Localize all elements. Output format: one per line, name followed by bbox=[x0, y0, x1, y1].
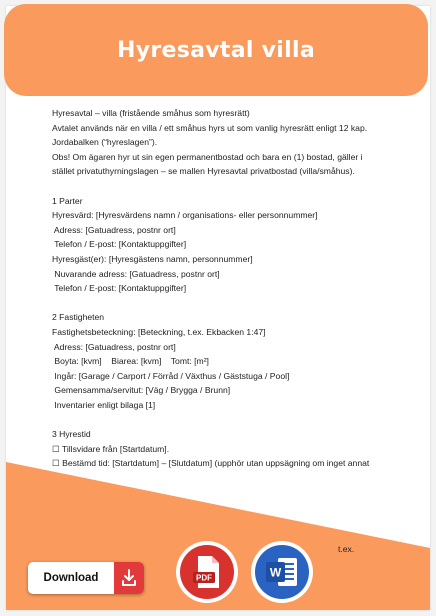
document-line: 1 Parter bbox=[52, 195, 83, 206]
document-line: Nuvarande adress: [Gatuadress, postnr ort] bbox=[52, 268, 220, 279]
document-line: Fastighetsbeteckning: [Beteckning, t.ex. Ekbacken 1:47] bbox=[52, 326, 266, 337]
document-line: Inventarier enligt bilaga [1] bbox=[52, 399, 156, 410]
document-line: Ingår: [Garage / Carport / Förråd / Växthus / Gäststuga / Pool] bbox=[52, 370, 290, 381]
document-line: Hyresvärd: [Hyresvärdens namn / organisations- eller personnummer] bbox=[52, 210, 318, 221]
document-line: Avtalet används när en villa / ett småhus hyrs ut som vanlig hyresrätt enligt 12 kap. bbox=[52, 122, 368, 133]
document-line: 2 Fastigheten bbox=[52, 312, 105, 323]
document-line: Hyresgäst(er): [Hyresgästens namn, personnummer] bbox=[52, 253, 253, 264]
word-icon-label: W bbox=[269, 565, 282, 580]
document-line: Telefon / E-post: [Kontaktuppgifter] bbox=[52, 283, 187, 294]
document-line: Telefon / E-post: [Kontaktuppgifter] bbox=[52, 239, 187, 250]
title-banner bbox=[4, 4, 428, 96]
document-line: ☐ Bestämd tid: [Startdatum] – [Slutdatum] (upphör utan uppsägning om inget annat bbox=[52, 458, 370, 469]
document-line: Adress: [Gatuadress, postnr ort] bbox=[52, 224, 176, 235]
download-button-label: Download bbox=[43, 572, 99, 584]
download-button[interactable] bbox=[28, 562, 144, 594]
document-partial-text: t.ex. bbox=[338, 544, 355, 554]
document-line: stället privatuthyrningslagen – se mallen Hyresavtal privatbostad (villa/småhus). bbox=[52, 166, 355, 177]
document-line: Boyta: [kvm] Biarea: [kvm] Tomt: [m²] bbox=[52, 356, 209, 367]
document-line: Adress: [Gatuadress, postnr ort] bbox=[52, 341, 176, 352]
document-line: Gemensamma/servitut: [Väg / Brygga / Brunn] bbox=[52, 385, 231, 396]
document-line: ☐ Tillsvidare från [Startdatum]. bbox=[52, 443, 170, 454]
document-line: Obs! Om ägaren hyr ut sin egen permanentbostad och bara en (1) bostad, gäller i bbox=[52, 151, 363, 162]
word-download-icon[interactable] bbox=[251, 541, 313, 603]
pdf-download-icon[interactable] bbox=[176, 541, 238, 603]
pdf-icon-label: PDF bbox=[196, 573, 212, 583]
download-icon bbox=[114, 562, 144, 594]
document-line: Jordabalken (“hyreslagen”). bbox=[52, 137, 158, 148]
document-line: Hyresavtal – villa (fristående småhus som hyresrätt) bbox=[52, 108, 250, 118]
document-line: 3 Hyrestid bbox=[52, 429, 91, 440]
page-title: Hyresavtal villa bbox=[117, 37, 315, 63]
